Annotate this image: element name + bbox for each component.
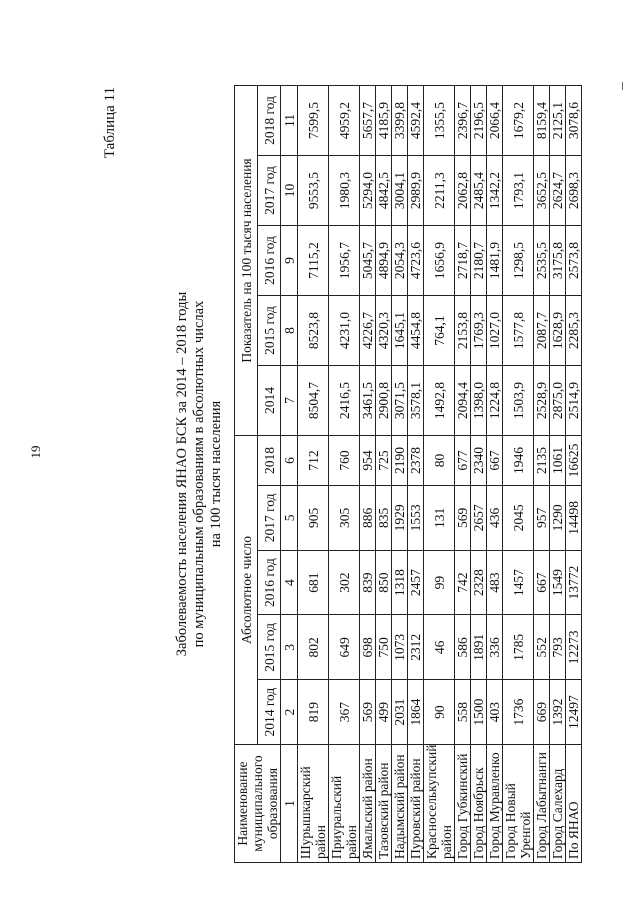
header-year: 2018 год xyxy=(258,86,281,156)
rate-value-cell: 3071,5 xyxy=(392,366,408,436)
absolute-value-cell: 1864 xyxy=(408,680,424,745)
absolute-value-cell: 957 xyxy=(534,486,550,551)
header-year: 2015 год xyxy=(258,615,281,680)
header-year: 2017 год xyxy=(258,156,281,226)
municipality-name-cell: Пуровский район xyxy=(408,745,424,863)
rate-value-cell: 1481,9 xyxy=(487,226,503,296)
absolute-value-cell: 46 xyxy=(424,615,455,680)
absolute-value-cell: 436 xyxy=(487,486,503,551)
absolute-value-cell: 712 xyxy=(298,436,329,486)
absolute-value-cell: 793 xyxy=(550,615,566,680)
absolute-value-cell: 336 xyxy=(487,615,503,680)
rate-value-cell: 1503,9 xyxy=(503,366,534,436)
rate-value-cell: 2094,4 xyxy=(455,366,471,436)
rate-value-cell: 2062,8 xyxy=(455,156,471,226)
municipality-name-cell: По ЯНАО xyxy=(566,745,582,863)
table-row xyxy=(503,86,534,863)
column-number-cell: 10 xyxy=(281,156,298,226)
rate-value-cell: 1793,1 xyxy=(503,156,534,226)
rate-value-cell: 4959,2 xyxy=(329,86,360,156)
municipality-name-cell: Красноселькупский район xyxy=(424,745,455,863)
absolute-value-cell: 483 xyxy=(487,550,503,615)
rate-value-cell: 1577,8 xyxy=(503,296,534,366)
rate-value-cell: 5657,7 xyxy=(360,86,376,156)
absolute-value-cell: 886 xyxy=(360,486,376,551)
page-number: 19 xyxy=(28,445,43,459)
absolute-value-cell: 99 xyxy=(424,550,455,615)
municipality-name-cell: Город Губкинский xyxy=(455,745,471,863)
rate-value-cell: 3578,1 xyxy=(408,366,424,436)
absolute-value-cell: 367 xyxy=(329,680,360,745)
absolute-value-cell: 819 xyxy=(298,680,329,745)
rate-value-cell: 8504,7 xyxy=(298,366,329,436)
column-number-cell: 9 xyxy=(281,226,298,296)
absolute-value-cell: 649 xyxy=(329,615,360,680)
rotated-document-body xyxy=(102,79,581,869)
absolute-value-cell: 80 xyxy=(424,436,455,486)
rate-value-cell: 1628,9 xyxy=(550,296,566,366)
header-year: 2015 год xyxy=(258,296,281,366)
rate-value-cell: 4454,8 xyxy=(408,296,424,366)
table-row xyxy=(534,86,550,863)
absolute-value-cell: 677 xyxy=(455,436,471,486)
rate-value-cell: 2153,8 xyxy=(455,296,471,366)
absolute-value-cell: 1891 xyxy=(471,615,487,680)
rate-value-cell: 2698,3 xyxy=(566,156,582,226)
rate-value-cell: 2624,7 xyxy=(550,156,566,226)
morbidity-table xyxy=(234,85,582,863)
absolute-value-cell: 552 xyxy=(534,615,550,680)
absolute-value-cell: 558 xyxy=(455,680,471,745)
rate-value-cell: 1298,5 xyxy=(503,226,534,296)
header-year: 2016 год xyxy=(258,226,281,296)
header-year: 2018 xyxy=(258,436,281,486)
rate-value-cell: 3004,1 xyxy=(392,156,408,226)
municipality-name-cell: Ямальский район xyxy=(360,745,376,863)
header-municipality: Наименование муниципального образования xyxy=(235,745,281,863)
table-row xyxy=(392,86,408,863)
absolute-value-cell: 2190 xyxy=(392,436,408,486)
rate-value-cell: 4226,7 xyxy=(360,296,376,366)
absolute-value-cell: 16625 xyxy=(566,436,582,486)
table-row xyxy=(566,86,582,863)
column-number-cell: 7 xyxy=(281,366,298,436)
scan-mark xyxy=(622,82,623,90)
rate-value-cell: 4894,9 xyxy=(376,226,392,296)
absolute-value-cell: 2031 xyxy=(392,680,408,745)
rate-value-cell: 2573,8 xyxy=(566,226,582,296)
municipality-name-cell: Город Лабытнанги xyxy=(534,745,550,863)
table-row xyxy=(408,86,424,863)
absolute-value-cell: 403 xyxy=(487,680,503,745)
column-number-cell: 6 xyxy=(281,436,298,486)
rate-value-cell: 3078,6 xyxy=(566,86,582,156)
absolute-value-cell: 1785 xyxy=(503,615,534,680)
column-number-cell: 11 xyxy=(281,86,298,156)
caption-line-3: на 100 тысяч населения xyxy=(208,400,224,548)
absolute-value-cell: 14498 xyxy=(566,486,582,551)
municipality-name-cell: Шурышкарский район xyxy=(298,745,329,863)
rate-value-cell: 2718,7 xyxy=(455,226,471,296)
municipality-name-cell: Надымский район xyxy=(392,745,408,863)
table-row xyxy=(376,86,392,863)
absolute-value-cell: 2378 xyxy=(408,436,424,486)
municipality-name-cell: Приуральский район xyxy=(329,745,360,863)
table-row xyxy=(329,86,360,863)
rate-value-cell: 1224,8 xyxy=(487,366,503,436)
rate-value-cell: 1355,5 xyxy=(424,86,455,156)
absolute-value-cell: 1553 xyxy=(408,486,424,551)
rate-value-cell: 1956,7 xyxy=(329,226,360,296)
absolute-value-cell: 13772 xyxy=(566,550,582,615)
rate-value-cell: 1656,9 xyxy=(424,226,455,296)
rate-value-cell: 2528,9 xyxy=(534,366,550,436)
absolute-value-cell: 850 xyxy=(376,550,392,615)
table-row xyxy=(471,86,487,863)
rate-value-cell: 4185,9 xyxy=(376,86,392,156)
rate-value-cell: 1769,3 xyxy=(471,296,487,366)
header-absolute-number: Абсолютное число xyxy=(235,436,258,745)
absolute-value-cell: 1061 xyxy=(550,436,566,486)
municipality-name-cell: Город Салехард xyxy=(550,745,566,863)
absolute-value-cell: 2657 xyxy=(471,486,487,551)
rate-value-cell: 1342,2 xyxy=(487,156,503,226)
table-row xyxy=(298,86,329,863)
rate-value-cell: 4320,3 xyxy=(376,296,392,366)
table-caption xyxy=(174,79,225,869)
absolute-value-cell: 2328 xyxy=(471,550,487,615)
rate-value-cell: 2087,7 xyxy=(534,296,550,366)
absolute-value-cell: 667 xyxy=(534,550,550,615)
municipality-name-cell: Город Ноябрьск xyxy=(471,745,487,863)
absolute-value-cell: 1946 xyxy=(503,436,534,486)
absolute-value-cell: 569 xyxy=(455,486,471,551)
absolute-value-cell: 1457 xyxy=(503,550,534,615)
rate-value-cell: 4723,6 xyxy=(408,226,424,296)
rate-value-cell: 7115,2 xyxy=(298,226,329,296)
header-year: 2014 год xyxy=(258,680,281,745)
rate-value-cell: 5045,7 xyxy=(360,226,376,296)
column-number-cell: 1 xyxy=(281,745,298,863)
absolute-value-cell: 905 xyxy=(298,486,329,551)
rate-value-cell: 764,1 xyxy=(424,296,455,366)
rate-value-cell: 8159,4 xyxy=(534,86,550,156)
table-number: Таблица 11 xyxy=(102,87,118,159)
absolute-value-cell: 2045 xyxy=(503,486,534,551)
column-number-cell: 2 xyxy=(281,680,298,745)
absolute-value-cell: 760 xyxy=(329,436,360,486)
rate-value-cell: 2535,5 xyxy=(534,226,550,296)
caption-line-1: Заболеваемость населения ЯНАО БСК за 2014 – 2018 годы xyxy=(174,291,190,657)
rate-value-cell: 2989,9 xyxy=(408,156,424,226)
absolute-value-cell: 725 xyxy=(376,436,392,486)
table-row xyxy=(550,86,566,863)
rate-value-cell: 1679,2 xyxy=(503,86,534,156)
absolute-value-cell: 131 xyxy=(424,486,455,551)
header-year: 2014 xyxy=(258,366,281,436)
rate-value-cell: 2125,1 xyxy=(550,86,566,156)
rate-value-cell: 3461,5 xyxy=(360,366,376,436)
absolute-value-cell: 2340 xyxy=(471,436,487,486)
absolute-value-cell: 667 xyxy=(487,436,503,486)
rate-value-cell: 2196,5 xyxy=(471,86,487,156)
absolute-value-cell: 305 xyxy=(329,486,360,551)
rate-value-cell: 2285,3 xyxy=(566,296,582,366)
rate-value-cell: 2211,3 xyxy=(424,156,455,226)
absolute-value-cell: 954 xyxy=(360,436,376,486)
rate-value-cell: 2416,5 xyxy=(329,366,360,436)
rate-value-cell: 2066,4 xyxy=(487,86,503,156)
caption-line-2: по муниципальным образованиям в абсолютных числах xyxy=(191,300,207,648)
rate-value-cell: 2875,0 xyxy=(550,366,566,436)
absolute-value-cell: 742 xyxy=(455,550,471,615)
table-row xyxy=(455,86,471,863)
rate-value-cell: 8523,8 xyxy=(298,296,329,366)
header-rate-per-100k: Показатель на 100 тысяч населения xyxy=(235,86,258,436)
municipality-name-cell: Тазовский район xyxy=(376,745,392,863)
column-number-cell: 5 xyxy=(281,486,298,551)
absolute-value-cell: 1073 xyxy=(392,615,408,680)
absolute-value-cell: 90 xyxy=(424,680,455,745)
column-number-cell: 8 xyxy=(281,296,298,366)
absolute-value-cell: 1500 xyxy=(471,680,487,745)
rate-value-cell: 3175,8 xyxy=(550,226,566,296)
absolute-value-cell: 698 xyxy=(360,615,376,680)
column-number-cell: 3 xyxy=(281,615,298,680)
rate-value-cell: 7599,5 xyxy=(298,86,329,156)
table-row xyxy=(360,86,376,863)
absolute-value-cell: 1318 xyxy=(392,550,408,615)
absolute-value-cell: 1736 xyxy=(503,680,534,745)
absolute-value-cell: 681 xyxy=(298,550,329,615)
rate-value-cell: 4842,5 xyxy=(376,156,392,226)
rate-value-cell: 3399,8 xyxy=(392,86,408,156)
rate-value-cell: 1398,0 xyxy=(471,366,487,436)
rate-value-cell: 4592,4 xyxy=(408,86,424,156)
absolute-value-cell: 2457 xyxy=(408,550,424,615)
rate-value-cell: 2180,7 xyxy=(471,226,487,296)
municipality-name-cell: Город Муравленко xyxy=(487,745,503,863)
municipality-name-cell: Город Новый Уренгой xyxy=(503,745,534,863)
absolute-value-cell: 1549 xyxy=(550,550,566,615)
rate-value-cell: 1645,1 xyxy=(392,296,408,366)
absolute-value-cell: 569 xyxy=(360,680,376,745)
absolute-value-cell: 302 xyxy=(329,550,360,615)
absolute-value-cell: 1290 xyxy=(550,486,566,551)
rate-value-cell: 4231,0 xyxy=(329,296,360,366)
absolute-value-cell: 12273 xyxy=(566,615,582,680)
absolute-value-cell: 750 xyxy=(376,615,392,680)
rate-value-cell: 2396,7 xyxy=(455,86,471,156)
rate-value-cell: 1027,0 xyxy=(487,296,503,366)
column-number-cell: 4 xyxy=(281,550,298,615)
table-row xyxy=(487,86,503,863)
header-year: 2016 год xyxy=(258,550,281,615)
rate-value-cell: 3652,5 xyxy=(534,156,550,226)
absolute-value-cell: 1392 xyxy=(550,680,566,745)
absolute-value-cell: 1929 xyxy=(392,486,408,551)
rate-value-cell: 9553,5 xyxy=(298,156,329,226)
rate-value-cell: 1492,8 xyxy=(424,366,455,436)
rate-value-cell: 2054,3 xyxy=(392,226,408,296)
absolute-value-cell: 669 xyxy=(534,680,550,745)
rate-value-cell: 2900,8 xyxy=(376,366,392,436)
rate-value-cell: 1980,3 xyxy=(329,156,360,226)
absolute-value-cell: 2312 xyxy=(408,615,424,680)
absolute-value-cell: 2135 xyxy=(534,436,550,486)
rate-value-cell: 2514,9 xyxy=(566,366,582,436)
absolute-value-cell: 12497 xyxy=(566,680,582,745)
absolute-value-cell: 586 xyxy=(455,615,471,680)
rate-value-cell: 5294,0 xyxy=(360,156,376,226)
absolute-value-cell: 802 xyxy=(298,615,329,680)
absolute-value-cell: 499 xyxy=(376,680,392,745)
absolute-value-cell: 835 xyxy=(376,486,392,551)
table-row xyxy=(424,86,455,863)
rate-value-cell: 2485,4 xyxy=(471,156,487,226)
absolute-value-cell: 839 xyxy=(360,550,376,615)
header-year: 2017 год xyxy=(258,486,281,551)
